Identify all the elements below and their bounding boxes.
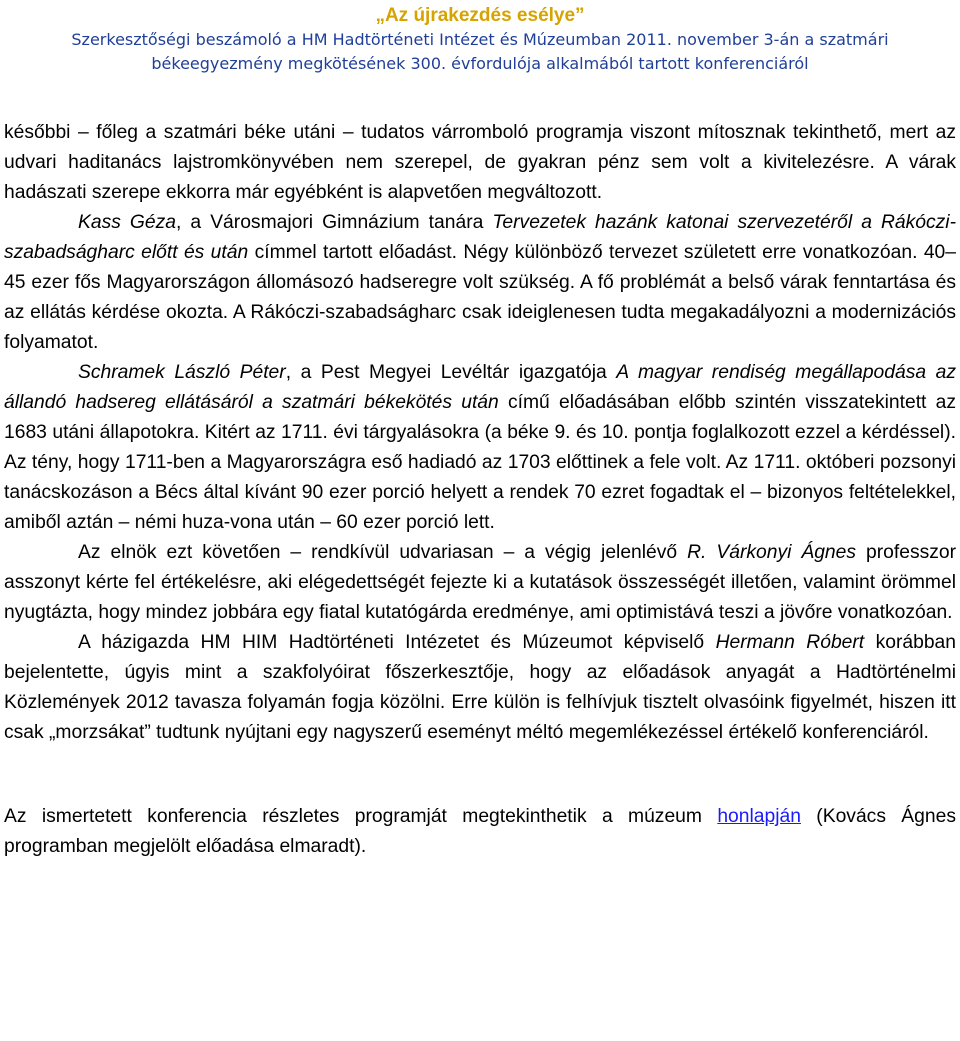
page-header [0, 0, 960, 76]
subtitle-line-1: Szerkesztőségi beszámoló a HM Hadtörténeti Intézet és Múzeumban 2011. november 3-án a szatmári [71, 30, 889, 49]
paragraph-text: A házigazda HM HIM Hadtörténeti Intézetet és Múzeumot képviselő [78, 632, 716, 653]
paragraph-text: , a Pest Megyei Levéltár igazgatója [285, 362, 617, 383]
lecture-title: Tervezetek hazánk katonai szervezetéről a Rákóczi-szabadságharc előtt és után [4, 212, 957, 263]
article-body [4, 118, 956, 862]
speaker-name: Kass Géza [78, 212, 177, 233]
paragraph-text: címmel tartott előadást. Négy különböző tervezet született erre vonatkozóan. 40–45 ezer fős Magyarországon állomásozó hadseregre volt szükség. A fő problémát a belső várak fenntartása és az ellátás kérdése okozta. A Rákóczi-szabadságharc csak ideiglenesen tudta megakadályozni a modernizációs folyamatot. [4, 242, 956, 353]
paragraph-4 [4, 538, 956, 628]
paragraph-5 [4, 628, 956, 748]
section-gap [4, 748, 956, 802]
paragraph-2 [4, 208, 956, 358]
speaker-name: Schramek László Péter [78, 362, 286, 383]
lecture-title: A magyar rendiség megállapodása az állandó hadsereg ellátásáról a szatmári békekötés után [4, 362, 956, 413]
paragraph-text: korábban bejelentette, úgyis mint a szakfolyóirat főszerkesztője, hogy az előadások anyagát a Hadtörténelmi Közlemények 2012 tavasza folyamán fogja közölni. Erre külön is felhívjuk tisztelt olvasóink figyelmét, hiszen itt csak „morzsákat” tudtunk nyújtani egy nagyszerű eseményt méltó megemlékezéssel értékelő konferenciáról. [4, 632, 956, 743]
paragraph-text: című előadásában előbb szintén visszatekintett az 1683 utáni állapotokra. Kitért az 1711. évi tárgyalásokra (a béke 9. és 10. pontja foglalkozott ezzel a kérdéssel). Az tény, hogy 1711-ben a Magyarországra eső hadiadó az 1703 előttinek a fele volt. Az 1711. októberi pozsonyi tanácskozáson a Bécs által kívánt 90 ezer porció helyett a rendek 70 ezret fogadtak el – bizonyos feltételekkel, amiből aztán – némi huza-vona után – 60 ezer porció lett. [4, 392, 956, 533]
page-title: „Az újrakezdés esélye” [375, 5, 585, 26]
page-subtitle [0, 28, 960, 76]
person-name: R. Várkonyi Ágnes [687, 542, 857, 563]
paragraph-text: (Kovács Ágnes programban megjelölt előadása elmaradt). [4, 806, 956, 857]
paragraph-text: Az ismertetett konferencia részletes programját megtekinthetik a múzeum [4, 806, 718, 827]
paragraph-text: professzor asszonyt kérte fel értékelésre, aki elégedettségét fejezte ki a kutatások összességét illetően, valamint örömmel nyugtázta, hogy mindez jobbára egy fiatal kutatógárda eredménye, ami optimistává teszi a jövőre vonatkozóan. [4, 542, 957, 623]
footer-note [4, 802, 956, 862]
paragraph-text: Az elnök ezt követően – rendkívül udvariasan – a végig jelenlévő [78, 542, 688, 563]
homepage-link[interactable]: honlapján [717, 806, 801, 827]
person-name: Hermann Róbert [715, 632, 865, 653]
subtitle-line-2: békeegyezmény megkötésének 300. évfordulója alkalmából tartott konferenciáról [151, 54, 809, 73]
paragraph-3 [4, 358, 956, 538]
paragraph-text: , a Városmajori Gimnázium tanára [176, 212, 493, 233]
paragraph-1: későbbi – főleg a szatmári béke utáni – tudatos várromboló programja viszont mítosznak tekinthető, mert az udvari haditanács lajstromkönyvében nem szerepel, de gyakran pénz sem volt a kivitelezésre. A várak hadászati szerepe ekkorra már egyébként is alapvetően megváltozott. [4, 122, 956, 203]
